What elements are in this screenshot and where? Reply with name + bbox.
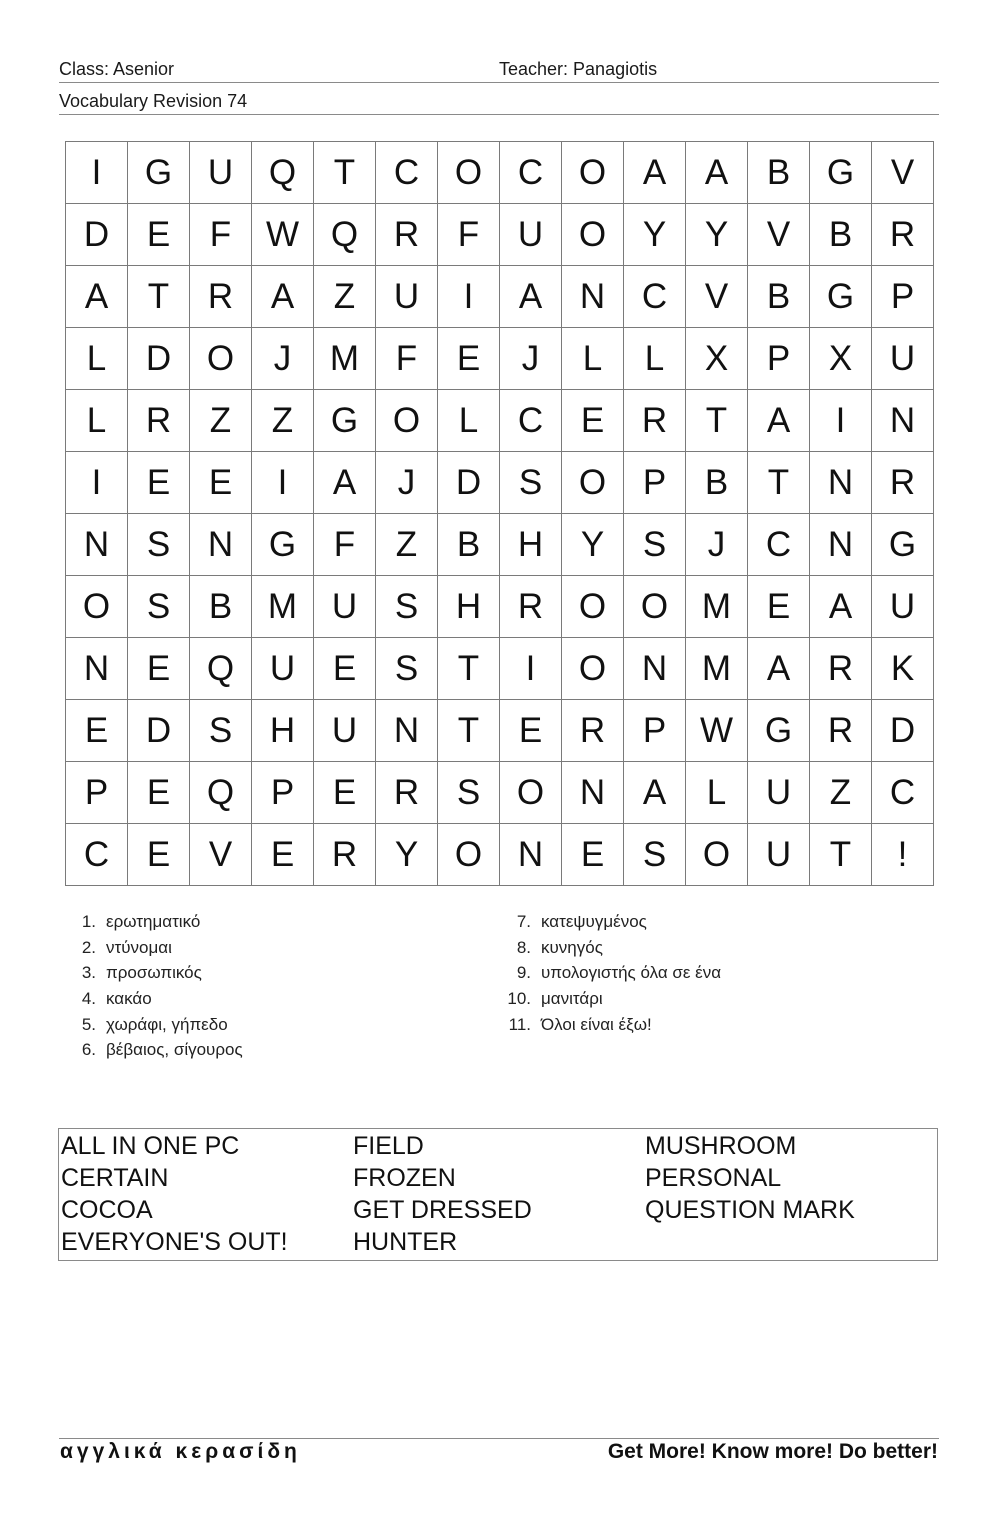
- word-bank-column: [645, 1130, 855, 1226]
- clue-text: μανιτάρι: [541, 989, 603, 1009]
- grid-row: [66, 762, 934, 824]
- grid-cell[interactable]: R: [500, 576, 562, 638]
- grid-cell[interactable]: L: [686, 762, 748, 824]
- word-bank-entry: QUESTION MARK: [645, 1196, 855, 1224]
- grid-cell[interactable]: N: [66, 638, 128, 700]
- grid-cell[interactable]: P: [66, 762, 128, 824]
- grid-cell[interactable]: S: [376, 576, 438, 638]
- grid-cell[interactable]: B: [686, 452, 748, 514]
- grid-cell[interactable]: E: [314, 638, 376, 700]
- grid-cell[interactable]: C: [500, 390, 562, 452]
- title-row: [59, 89, 939, 115]
- clue-number: 9.: [516, 963, 531, 983]
- grid-cell[interactable]: P: [748, 328, 810, 390]
- grid-cell[interactable]: A: [500, 266, 562, 328]
- grid-cell[interactable]: R: [624, 390, 686, 452]
- grid-cell[interactable]: E: [252, 824, 314, 886]
- grid-cell[interactable]: U: [376, 266, 438, 328]
- word-search-grid: [65, 141, 934, 886]
- grid-cell[interactable]: C: [872, 762, 934, 824]
- grid-cell[interactable]: P: [624, 452, 686, 514]
- clue-text: ερωτηματικό: [106, 912, 201, 931]
- grid-cell[interactable]: W: [252, 204, 314, 266]
- grid-cell[interactable]: I: [66, 142, 128, 204]
- grid-row: [66, 576, 934, 638]
- grid-cell[interactable]: O: [562, 576, 624, 638]
- grid-cell[interactable]: T: [686, 390, 748, 452]
- clue-number: 5.: [81, 1014, 96, 1034]
- grid-cell[interactable]: L: [624, 328, 686, 390]
- header-row: [59, 58, 939, 83]
- footer-slogan: Get More! Know more! Do better!: [607, 1440, 938, 1463]
- grid-cell[interactable]: V: [190, 824, 252, 886]
- grid-cell[interactable]: W: [686, 700, 748, 762]
- grid-row: [66, 452, 934, 514]
- word-bank-entry: EVERYONE'S OUT!: [61, 1228, 288, 1256]
- grid-cell[interactable]: Q: [314, 204, 376, 266]
- grid-cell[interactable]: H: [500, 514, 562, 576]
- class-label: Class: Asenior: [59, 59, 175, 79]
- grid-cell[interactable]: G: [872, 514, 934, 576]
- clue-item: [60, 912, 460, 938]
- grid-cell[interactable]: Z: [252, 390, 314, 452]
- grid-cell[interactable]: Z: [314, 266, 376, 328]
- grid-cell[interactable]: O: [624, 576, 686, 638]
- clue-list-right: [495, 912, 915, 1040]
- grid-cell[interactable]: X: [686, 328, 748, 390]
- clue-text: προσωπικός: [106, 963, 202, 983]
- grid-cell[interactable]: R: [810, 700, 872, 762]
- grid-cell[interactable]: V: [872, 142, 934, 204]
- grid-cell[interactable]: Y: [562, 514, 624, 576]
- grid-cell[interactable]: H: [438, 576, 500, 638]
- grid-cell[interactable]: Z: [190, 390, 252, 452]
- grid-cell[interactable]: O: [500, 762, 562, 824]
- grid-cell[interactable]: N: [190, 514, 252, 576]
- grid-cell[interactable]: A: [624, 142, 686, 204]
- grid-cell[interactable]: A: [252, 266, 314, 328]
- grid-cell[interactable]: U: [190, 142, 252, 204]
- grid-cell[interactable]: C: [500, 142, 562, 204]
- grid-cell[interactable]: L: [562, 328, 624, 390]
- grid-cell[interactable]: R: [190, 266, 252, 328]
- grid-cell[interactable]: R: [314, 824, 376, 886]
- grid-cell[interactable]: R: [562, 700, 624, 762]
- grid-cell[interactable]: F: [376, 328, 438, 390]
- grid-cell[interactable]: R: [810, 638, 872, 700]
- clue-number: 3.: [81, 963, 96, 983]
- grid-cell[interactable]: A: [624, 762, 686, 824]
- word-bank-entry: HUNTER: [353, 1228, 458, 1256]
- grid-cell[interactable]: N: [562, 762, 624, 824]
- grid-cell[interactable]: I: [810, 390, 872, 452]
- grid-cell[interactable]: K: [872, 638, 934, 700]
- clue-text: βέβαιος, σίγουρος: [106, 1040, 243, 1060]
- grid-cell[interactable]: Q: [190, 638, 252, 700]
- grid-cell[interactable]: O: [190, 328, 252, 390]
- grid-cell[interactable]: V: [686, 266, 748, 328]
- grid-cell[interactable]: S: [190, 700, 252, 762]
- grid-cell[interactable]: N: [872, 390, 934, 452]
- teacher-label: Teacher: Panagiotis: [499, 59, 658, 79]
- grid-cell[interactable]: J: [376, 452, 438, 514]
- grid-cell[interactable]: I: [66, 452, 128, 514]
- grid-cell[interactable]: S: [500, 452, 562, 514]
- grid-cell[interactable]: A: [314, 452, 376, 514]
- grid-cell[interactable]: D: [128, 328, 190, 390]
- grid-cell[interactable]: T: [128, 266, 190, 328]
- grid-cell[interactable]: F: [438, 204, 500, 266]
- clue-text: κατεψυγμένος: [541, 912, 647, 931]
- grid-row: [66, 638, 934, 700]
- grid-cell[interactable]: !: [872, 824, 934, 886]
- clue-list-left: [60, 912, 460, 1066]
- grid-cell[interactable]: U: [748, 762, 810, 824]
- word-bank-column: [353, 1130, 532, 1258]
- clue-item: [495, 1015, 915, 1041]
- grid-cell[interactable]: B: [438, 514, 500, 576]
- grid-cell[interactable]: N: [810, 514, 872, 576]
- word-bank-entry: CERTAIN: [61, 1164, 169, 1192]
- grid-cell[interactable]: D: [872, 700, 934, 762]
- grid-cell[interactable]: G: [314, 390, 376, 452]
- grid-cell[interactable]: I: [500, 638, 562, 700]
- grid-cell[interactable]: I: [438, 266, 500, 328]
- grid-cell[interactable]: T: [438, 638, 500, 700]
- grid-cell[interactable]: N: [66, 514, 128, 576]
- grid-cell[interactable]: T: [810, 824, 872, 886]
- grid-cell[interactable]: G: [810, 266, 872, 328]
- grid-cell[interactable]: D: [438, 452, 500, 514]
- grid-cell[interactable]: F: [190, 204, 252, 266]
- grid-cell[interactable]: E: [66, 700, 128, 762]
- grid-row: [66, 328, 934, 390]
- grid-cell[interactable]: Q: [252, 142, 314, 204]
- footer-divider: [59, 1438, 939, 1439]
- clue-number: 4.: [81, 989, 96, 1009]
- grid-cell[interactable]: C: [376, 142, 438, 204]
- clue-number: 2.: [81, 937, 96, 957]
- grid-cell[interactable]: O: [376, 390, 438, 452]
- word-bank-entry: ALL IN ONE PC: [61, 1132, 240, 1160]
- grid-cell[interactable]: E: [562, 390, 624, 452]
- grid-cell[interactable]: E: [190, 452, 252, 514]
- clue-item: [495, 989, 915, 1015]
- grid-cell[interactable]: O: [66, 576, 128, 638]
- grid-cell[interactable]: A: [748, 638, 810, 700]
- grid-cell[interactable]: G: [748, 700, 810, 762]
- grid-cell[interactable]: E: [128, 762, 190, 824]
- grid-cell[interactable]: C: [66, 824, 128, 886]
- grid-cell[interactable]: X: [810, 328, 872, 390]
- grid-cell[interactable]: O: [562, 638, 624, 700]
- word-bank: [58, 1128, 938, 1261]
- grid-cell[interactable]: H: [252, 700, 314, 762]
- grid-cell[interactable]: F: [314, 514, 376, 576]
- grid-cell[interactable]: B: [190, 576, 252, 638]
- clue-text: κακάο: [106, 989, 152, 1009]
- grid-cell[interactable]: A: [810, 576, 872, 638]
- grid-cell[interactable]: E: [438, 328, 500, 390]
- grid-cell[interactable]: E: [748, 576, 810, 638]
- clue-item: [60, 1040, 460, 1066]
- grid-cell[interactable]: E: [128, 452, 190, 514]
- grid-cell[interactable]: O: [562, 452, 624, 514]
- grid-cell[interactable]: Z: [376, 514, 438, 576]
- grid-cell[interactable]: L: [66, 390, 128, 452]
- clue-number: 11.: [508, 1014, 531, 1034]
- grid-cell[interactable]: U: [500, 204, 562, 266]
- clue-number: 10.: [507, 989, 531, 1009]
- grid-cell[interactable]: T: [314, 142, 376, 204]
- grid-cell[interactable]: S: [438, 762, 500, 824]
- grid-cell[interactable]: E: [128, 824, 190, 886]
- grid-row: [66, 390, 934, 452]
- clue-item: [495, 912, 915, 938]
- grid-cell[interactable]: P: [624, 700, 686, 762]
- clue-item: [495, 938, 915, 964]
- grid-cell[interactable]: T: [438, 700, 500, 762]
- word-bank-entry: FIELD: [353, 1132, 424, 1160]
- clue-item: [60, 963, 460, 989]
- grid-cell[interactable]: P: [872, 266, 934, 328]
- grid-cell[interactable]: E: [314, 762, 376, 824]
- grid-cell[interactable]: B: [748, 266, 810, 328]
- grid-cell[interactable]: E: [562, 824, 624, 886]
- grid-cell[interactable]: Y: [686, 204, 748, 266]
- grid-cell[interactable]: Y: [624, 204, 686, 266]
- grid-cell[interactable]: E: [128, 638, 190, 700]
- grid-cell[interactable]: Y: [376, 824, 438, 886]
- clue-item: [495, 963, 915, 989]
- footer-brand: αγγλικά κερασίδη: [60, 1440, 301, 1463]
- grid-cell[interactable]: A: [748, 390, 810, 452]
- word-bank-entry: GET DRESSED: [353, 1196, 532, 1224]
- grid-cell[interactable]: U: [314, 576, 376, 638]
- grid-cell[interactable]: N: [500, 824, 562, 886]
- clue-text: Όλοι είναι έξω!: [541, 1014, 652, 1034]
- word-bank-column: [61, 1130, 288, 1258]
- clue-number: 8.: [516, 937, 531, 957]
- grid-cell[interactable]: R: [872, 452, 934, 514]
- worksheet-title: Vocabulary Revision 74: [59, 91, 248, 111]
- clue-text: υπολογιστής όλα σε ένα: [541, 963, 722, 983]
- grid-cell[interactable]: Q: [190, 762, 252, 824]
- grid-cell[interactable]: P: [252, 762, 314, 824]
- grid-cell[interactable]: G: [810, 142, 872, 204]
- grid-cell[interactable]: T: [748, 452, 810, 514]
- grid-cell[interactable]: O: [686, 824, 748, 886]
- grid-cell[interactable]: R: [376, 204, 438, 266]
- grid-cell[interactable]: S: [128, 514, 190, 576]
- grid-cell[interactable]: J: [500, 328, 562, 390]
- grid-cell[interactable]: C: [748, 514, 810, 576]
- grid-cell[interactable]: U: [252, 638, 314, 700]
- grid-cell[interactable]: O: [438, 824, 500, 886]
- grid-cell[interactable]: C: [624, 266, 686, 328]
- word-bank-entry: COCOA: [61, 1196, 153, 1224]
- grid-row: [66, 824, 934, 886]
- grid-cell[interactable]: R: [376, 762, 438, 824]
- grid-cell[interactable]: S: [624, 514, 686, 576]
- grid-row: [66, 514, 934, 576]
- grid-row: [66, 700, 934, 762]
- grid-cell[interactable]: R: [872, 204, 934, 266]
- grid-cell[interactable]: N: [624, 638, 686, 700]
- grid-cell[interactable]: D: [128, 700, 190, 762]
- grid-cell[interactable]: N: [562, 266, 624, 328]
- grid-cell[interactable]: A: [686, 142, 748, 204]
- grid-row: [66, 204, 934, 266]
- clue-number: 6.: [81, 1040, 96, 1060]
- grid-cell[interactable]: J: [686, 514, 748, 576]
- grid-cell[interactable]: U: [314, 700, 376, 762]
- grid-cell[interactable]: N: [376, 700, 438, 762]
- clue-text: χωράφι, γήπεδο: [106, 1014, 228, 1034]
- grid-cell[interactable]: I: [252, 452, 314, 514]
- grid-cell[interactable]: M: [686, 638, 748, 700]
- grid-cell[interactable]: E: [500, 700, 562, 762]
- grid-cell[interactable]: V: [748, 204, 810, 266]
- grid-cell[interactable]: U: [872, 576, 934, 638]
- grid-cell[interactable]: M: [252, 576, 314, 638]
- grid-cell[interactable]: E: [128, 204, 190, 266]
- clue-text: ντύνομαι: [106, 937, 172, 957]
- clue-text: κυνηγός: [541, 937, 603, 957]
- word-bank-entry: MUSHROOM: [645, 1132, 797, 1160]
- clue-item: [60, 1015, 460, 1041]
- grid-cell[interactable]: S: [624, 824, 686, 886]
- grid-cell[interactable]: B: [810, 204, 872, 266]
- grid-cell[interactable]: G: [252, 514, 314, 576]
- clue-number: 7.: [516, 912, 531, 931]
- grid-cell[interactable]: M: [686, 576, 748, 638]
- grid-cell[interactable]: O: [562, 204, 624, 266]
- grid-cell[interactable]: O: [562, 142, 624, 204]
- word-bank-entry: PERSONAL: [645, 1164, 782, 1192]
- grid-row: [66, 142, 934, 204]
- clue-item: [60, 989, 460, 1015]
- grid-cell[interactable]: B: [748, 142, 810, 204]
- grid-cell[interactable]: S: [376, 638, 438, 700]
- grid-row: [66, 266, 934, 328]
- clue-item: [60, 938, 460, 964]
- grid-cell[interactable]: U: [748, 824, 810, 886]
- grid-cell[interactable]: L: [66, 328, 128, 390]
- grid-cell[interactable]: D: [66, 204, 128, 266]
- word-bank-entry: FROZEN: [353, 1164, 456, 1192]
- clue-number: 1.: [81, 912, 96, 931]
- grid-cell[interactable]: U: [872, 328, 934, 390]
- grid-cell[interactable]: J: [252, 328, 314, 390]
- grid-cell[interactable]: S: [128, 576, 190, 638]
- grid-cell[interactable]: L: [438, 390, 500, 452]
- grid-cell[interactable]: R: [128, 390, 190, 452]
- grid-cell[interactable]: O: [438, 142, 500, 204]
- grid-cell[interactable]: G: [128, 142, 190, 204]
- grid-cell[interactable]: M: [314, 328, 376, 390]
- grid-cell[interactable]: A: [66, 266, 128, 328]
- grid-cell[interactable]: Z: [810, 762, 872, 824]
- grid-cell[interactable]: N: [810, 452, 872, 514]
